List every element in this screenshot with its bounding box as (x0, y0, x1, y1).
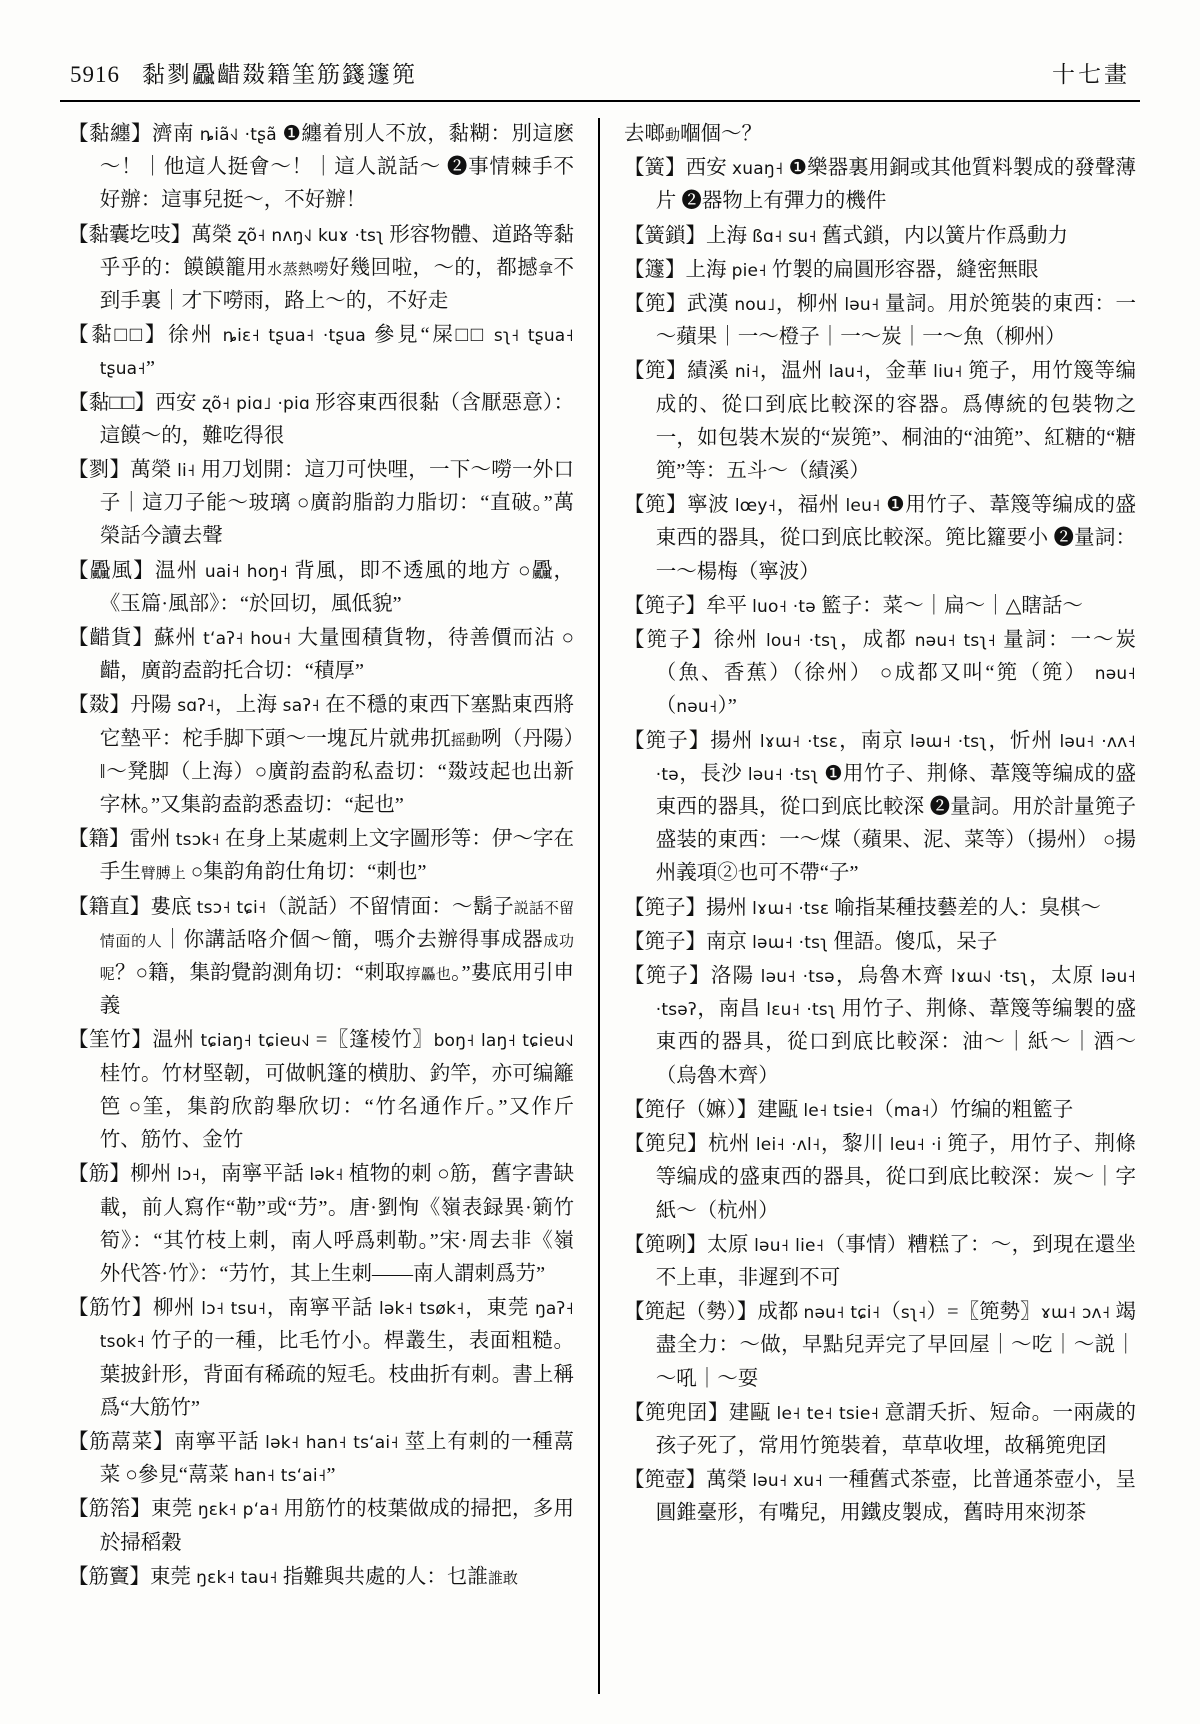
dictionary-entry: 【飍風】温州 uai˧ hoŋ˧ 背風，即不透風的地方 ○飍，《玉篇·風部》：“於回切，風低貌” (68, 559, 574, 615)
left-column (60, 118, 600, 1694)
dictionary-entry: 【剹】萬榮 li˧ 用刀划開：這刀可快哩，一下～嘮一外口子｜這刀子能～玻璃 ○廣韵脂韵力脂切：“直破。”萬榮話今讀去聲 (68, 459, 574, 548)
dictionary-entry: 【筋竹】柳州 lɔ˧ tsu˧，南寧平話 lək˧ tsøk˧，東莞 ŋaʔ˧ tsok˧ 竹子的一種，比毛竹小。桿叢生，表面粗糙。葉披針形，背面有稀疏的短毛。枝曲折有刺。書上稱爲“大筋竹” (68, 1297, 575, 1419)
header-entry-chars: 黏剹飍齰敠籍筀筋籛籧篼 (142, 62, 417, 87)
page-header (70, 56, 1130, 96)
page-number: 5916 (70, 62, 120, 87)
dictionary-entry: 【籍直】婁底 tsɔ˧ tɕi˧（説話）不留情面：～鬍子説話不留情面的人｜你講話咯介個～簡，嗎介去辦得事成器成功呢？○籍，集韵覺韵測角切：“刺取㨃厵也。”婁底用引申義 (68, 895, 575, 1018)
dictionary-entry: 【篼兜囝】建甌 le˧ te˧ tsie˧ 意謂夭折、短命。一兩歲的孩子死了，常用竹篼裝着，草草收埋，故稱篼兜囝 (624, 1401, 1137, 1457)
right-column (600, 118, 1140, 1694)
dictionary-entry: 【筋蒚菜】南寧平話 lək˧ han˧ tsʻai˧ 莖上有刺的一種蒚菜 ○參見“蒚菜 han˧ tsʻai˧” (68, 1430, 575, 1487)
dictionary-entry: 【齰貨】蘇州 tʻaʔ˧ hou˧ 大量囤積貨物，待善價而沾 ○齰，廣韵盍韵托合切：“積厚” (68, 627, 574, 683)
dictionary-entry: 去啷動嗰個～？ (624, 123, 763, 145)
dictionary-entry: 【篼】績溪 ni˧，温州 lau˧，金華 liu˧ 篼子，用竹篾等编成的、從口到底比較深的容器。爲傳統的包裝物之一，如包裝木炭的“炭篼”、桐油的“油篼”、紅糖的“糖篼”等：五斗～（績溪） (624, 360, 1137, 483)
dictionary-entry: 【篼子】揚州 lɤɯ˧ ·tsɛ 喻指某種技藝差的人：臭棋～ (624, 896, 1101, 919)
dictionary-entry: 【筋箈】東莞 ŋɛk˧ pʻa˧ 用筋竹的枝葉做成的掃把，多用於掃稻穀 (68, 1498, 574, 1554)
dictionary-entry: 【籍】雷州 tsɔk˧ 在身上某處刺上文字圖形等：伊～字在手生臂膊上 ○集韵角韵仕角切：“刺也” (68, 828, 574, 884)
header-left-group (70, 56, 417, 89)
dictionary-entry: 【篼咧】太原 ləu˧ lie˧（事情）糟糕了：～，到現在還坐不上車，非遲到不可 (624, 1233, 1137, 1289)
dictionary-entry: 【篼子】洛陽 ləu˧ ·tsə，烏魯木齊 lɤɯ˧˩ ·tsʅ，太原 ləu˧ ·tsəʔ，南昌 lɛu˧ ·tsʅ 用竹子、荆條、葦篾等编製的盛東西的器具，從口到底比較深：油～｜紙～｜酒～（烏魯木齊） (624, 965, 1137, 1087)
dictionary-entry: 【筀竹】温州 tɕiaŋ˧ tɕieu˧˩ =〖篷棱竹〗boŋ˧ laŋ˧ tɕieu˧˩ 桂竹。竹材堅韌，可做帆篷的横肋、釣竿，亦可编籬笆 ○筀，集韵欣韵舉欣切：“竹名通作斤。”又作斤竹、筋竹、金竹 (68, 1029, 575, 1152)
dictionary-entry: 【篼子】牟平 luo˧ ·tə 籃子：菜～｜扁～｜△瞎話～ (624, 594, 1083, 617)
header-rule (60, 100, 1140, 102)
dictionary-entry: 【簧鎖】上海 ßɑ˧ su˧ 舊式鎖，内以簧片作爲動力 (624, 224, 1068, 247)
dictionary-entry: 【筋竇】東莞 ŋɛk˧ tau˧ 指難與共處的人：乜誰誰敢 (68, 1565, 518, 1588)
stroke-count-label: 十七畫 (1052, 62, 1130, 87)
text-columns (60, 118, 1140, 1694)
dictionary-entry: 【敠】丹陽 sɑʔ˧，上海 saʔ˧ 在不穩的東西下塞點東西將它墊平：柁手脚下頭～一塊瓦片就弗扤摇動咧（丹陽）‖～凳脚（上海）○廣韵盍韵私盍切：“敠攱起也出新字林。”又集韵盍韵悉盍切：“起也” (68, 694, 575, 817)
dictionary-entry: 【篼子】南京 ləɯ˧ ·tsʅ 俚語。傻瓜，呆子 (624, 930, 998, 953)
dictionary-entry: 【篼仔（嫲）】建甌 le˧ tsie˧（ma˧）竹编的粗籃子 (624, 1098, 1074, 1121)
dictionary-entry: 【黏□□】徐州 ȵiɛ˧ tʂua˧ ·tʂua 參見“屎□□ sʅ˧ tʂua˧ tʂua˧” (68, 324, 574, 380)
dictionary-entry: 【篼起（勢）】成都 nəu˧ tɕi˧（sʅ˧）=〖篼勢〗ɤɯ˧ ɔʌ˧ 竭盡全力：～做，早點兒弄完了早回屋｜～吃｜～説｜～吼｜～耍 (624, 1301, 1137, 1390)
dictionary-entry: 【篼兒】杭州 lei˧ ·ʌl˧，黎川 leu˧ ·i 篼子，用竹子、荆條等编成的盛東西的器具，從口到底比較深：炭～｜字紙～（杭州） (624, 1133, 1137, 1222)
dictionary-entry: 【黏□□】西安 ʐõ˧ piɑ˩ ·piɑ 形容東西很黏（含厭惡意）：這饃～的，難吃得很 (68, 391, 575, 447)
dictionary-entry: 【黏纏】濟南 ȵiã˧˩ ·tʂã ❶纏着別人不放，黏糊：別這麽～！｜他這人挺會～！｜這人説話～ ❷事情棘手不好辦：這事兒挺～，不好辦！ (68, 123, 575, 212)
dictionary-entry: 【篼子】徐州 lou˧ ·tsʅ，成都 nəu˧ tsʅ˧ 量詞：一～炭（魚、香蕉）（徐州） ○成都又叫“篼（篼） nəu˧（nəu˧）” (624, 629, 1136, 718)
dictionary-entry: 【簧】西安 xuaŋ˧ ❶樂器裏用銅或其他質料製成的發聲薄片 ❷器物上有彈力的機件 (624, 157, 1136, 213)
dictionary-entry: 【篼】寧波 lœy˧，福州 leu˧ ❶用竹子、葦篾等编成的盛東西的器具，從口到底比較深。篼比籮要小 ❷量詞：一～楊梅（寧波） (624, 494, 1137, 583)
dictionary-entry: 【篼子】揚州 lɤɯ˧ ·tsɛ，南京 ləɯ˧ ·tsʅ，忻州 ləu˧ ·ʌʌ˧ ·tə，長沙 ləu˧ ·tsʅ ❶用竹子、荆條、葦篾等编成的盛東西的器具，從口到底比較深 ❷量詞。用於計量篼子盛装的東西：一～煤（蘋果、泥、菜等）（揚州） ○揚州義項②也可不帶“子” (624, 729, 1137, 885)
dictionary-entry: 【筋】柳州 lɔ˧，南寧平話 lək˧ 植物的刺 ○筋，舊字書缺載，前人寫作“勒”或“芀”。唐·劉恂《嶺表録異·箣竹筍》：“其竹枝上刺，南人呼爲剌勒。”宋·周去非《嶺外代答·竹》：“芀竹，其上生刺——南人謂刺爲芀” (68, 1163, 574, 1285)
dictionary-entry: 【黏囊圪吱】萬榮 ʐõ˧ nʌŋ˧˩ kuɤ ·tsʅ 形容物體、道路等黏乎乎的：饃饃籠用水蒸熱嘮好幾回啦，～的，都撼拿不到手裏｜才下嘮雨，路上～的，不好走 (68, 223, 575, 313)
dictionary-entry: 【籧】上海 pie˧ 竹製的扁圓形容器，縫密無眼 (624, 258, 1039, 281)
dictionary-entry: 【篼壺】萬榮 ləu˧ xu˧ 一種舊式茶壺，比普通茶壺小，呈圓錐臺形，有嘴兒，用鐵皮製成，舊時用來沏茶 (624, 1469, 1136, 1525)
dictionary-entry: 【篼】武漢 nou˩，柳州 ləu˧ 量詞。用於篼裝的東西：一～蘋果｜一～橙子｜一～炭｜一～魚（柳州） (624, 293, 1137, 349)
